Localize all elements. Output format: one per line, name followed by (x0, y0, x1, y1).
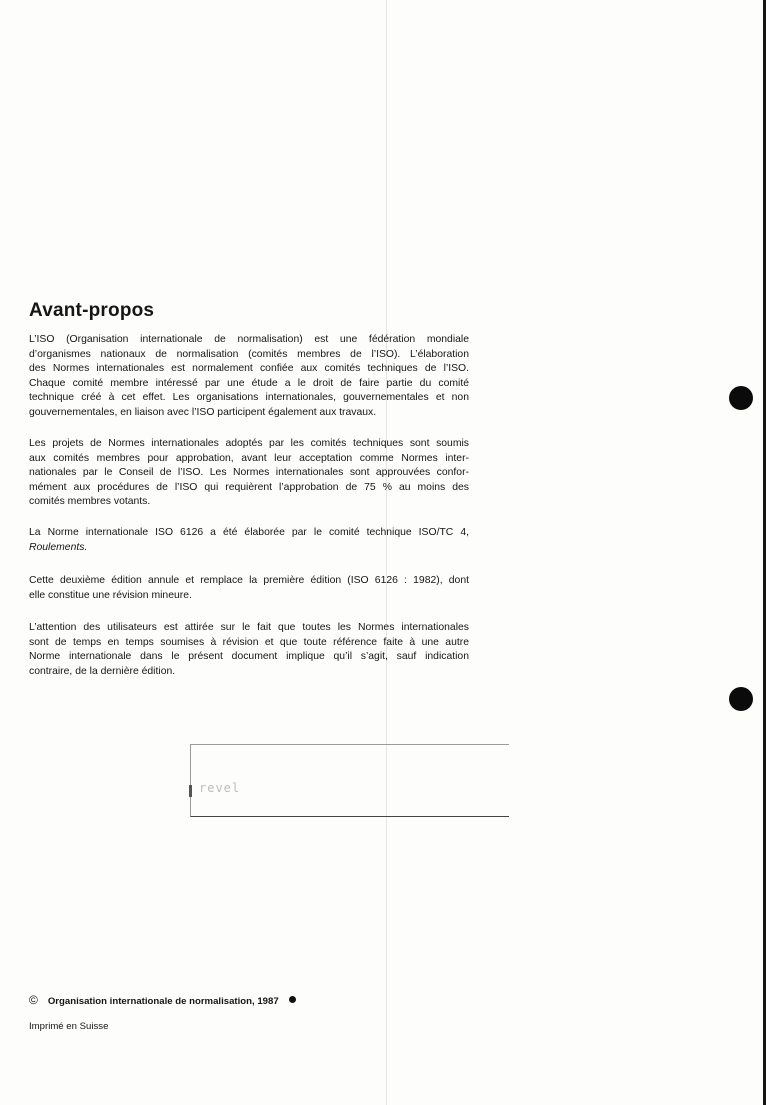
copyright-line (29, 993, 359, 1007)
paragraph-revision-notice (29, 621, 469, 679)
punch-hole (729, 386, 753, 410)
stamp-text: revel (199, 781, 241, 795)
text-line: aux comités membres pour approbation, avant leur acceptation comme Normes inter- (29, 452, 469, 464)
text-line: technique créé à cet effet. Les organisations internationales, gouvernementales et non (29, 392, 469, 403)
text-line: La Norme internationale ISO 6126 a été élaborée par le comité technique ISO/TC 4, (29, 527, 469, 538)
text-line: Chaque comité membre intéressé par une étude a le droit de faire partie du comité (29, 377, 469, 389)
text-line: L’ISO (Organisation internationale de normalisation) est une fédération mondiale (29, 334, 469, 345)
text-line: mément aux procédures de l’ISO qui requièrent l’approbation de 75 % au moins des (29, 481, 469, 493)
copyright-icon: © (29, 993, 38, 1007)
text-line: Norme internationale dans le présent document implique qu’il s’agit, sauf indication (29, 651, 469, 662)
text-line: L’attention des utilisateurs est attirée sur le fait que toutes les Normes internationales (29, 622, 469, 633)
printed-in-label: Imprimé en Suisse (29, 1021, 109, 1032)
copyright-text: Organisation internationale de normalisation, 1987 (47, 996, 279, 1007)
bullet-dot-icon (289, 996, 296, 1003)
stamp-mark (189, 785, 192, 797)
text-line: Les projets de Normes internationales adoptés par les comités techniques sont soumis (29, 438, 469, 449)
text-line: gouvernementales, en liaison avec l’ISO participent également aux travaux. (29, 406, 377, 418)
text-line: Roulements. (29, 541, 88, 553)
text-line: d’organismes nationaux de normalisation (comités membres de l’ISO). L’élaboration (29, 348, 469, 360)
paragraph-iso-description (29, 333, 469, 420)
text-line: sont de temps en temps soumises à révision et que toute référence faite à une autre (29, 636, 469, 648)
paragraph-edition (29, 574, 469, 603)
paragraph-committee (29, 526, 469, 555)
text-line: elle constitue une révision mineure. (29, 589, 192, 601)
text-line: comités membres votants. (29, 496, 151, 507)
text-line: contraire, de la dernière édition. (29, 665, 176, 677)
stamp-box (190, 744, 509, 817)
punch-hole (729, 687, 753, 711)
text-line: nationales par le Conseil de l’ISO. Les Normes internationales sont approuvées confor- (29, 467, 469, 478)
page-heading: Avant-propos (29, 300, 155, 321)
text-line: des Normes internationales est normalement confiée aux comités techniques de l’ISO. (29, 363, 469, 374)
paragraph-approval (29, 437, 469, 510)
text-line: Cette deuxième édition annule et remplace la première édition (ISO 6126 : 1982), dont (29, 575, 469, 586)
